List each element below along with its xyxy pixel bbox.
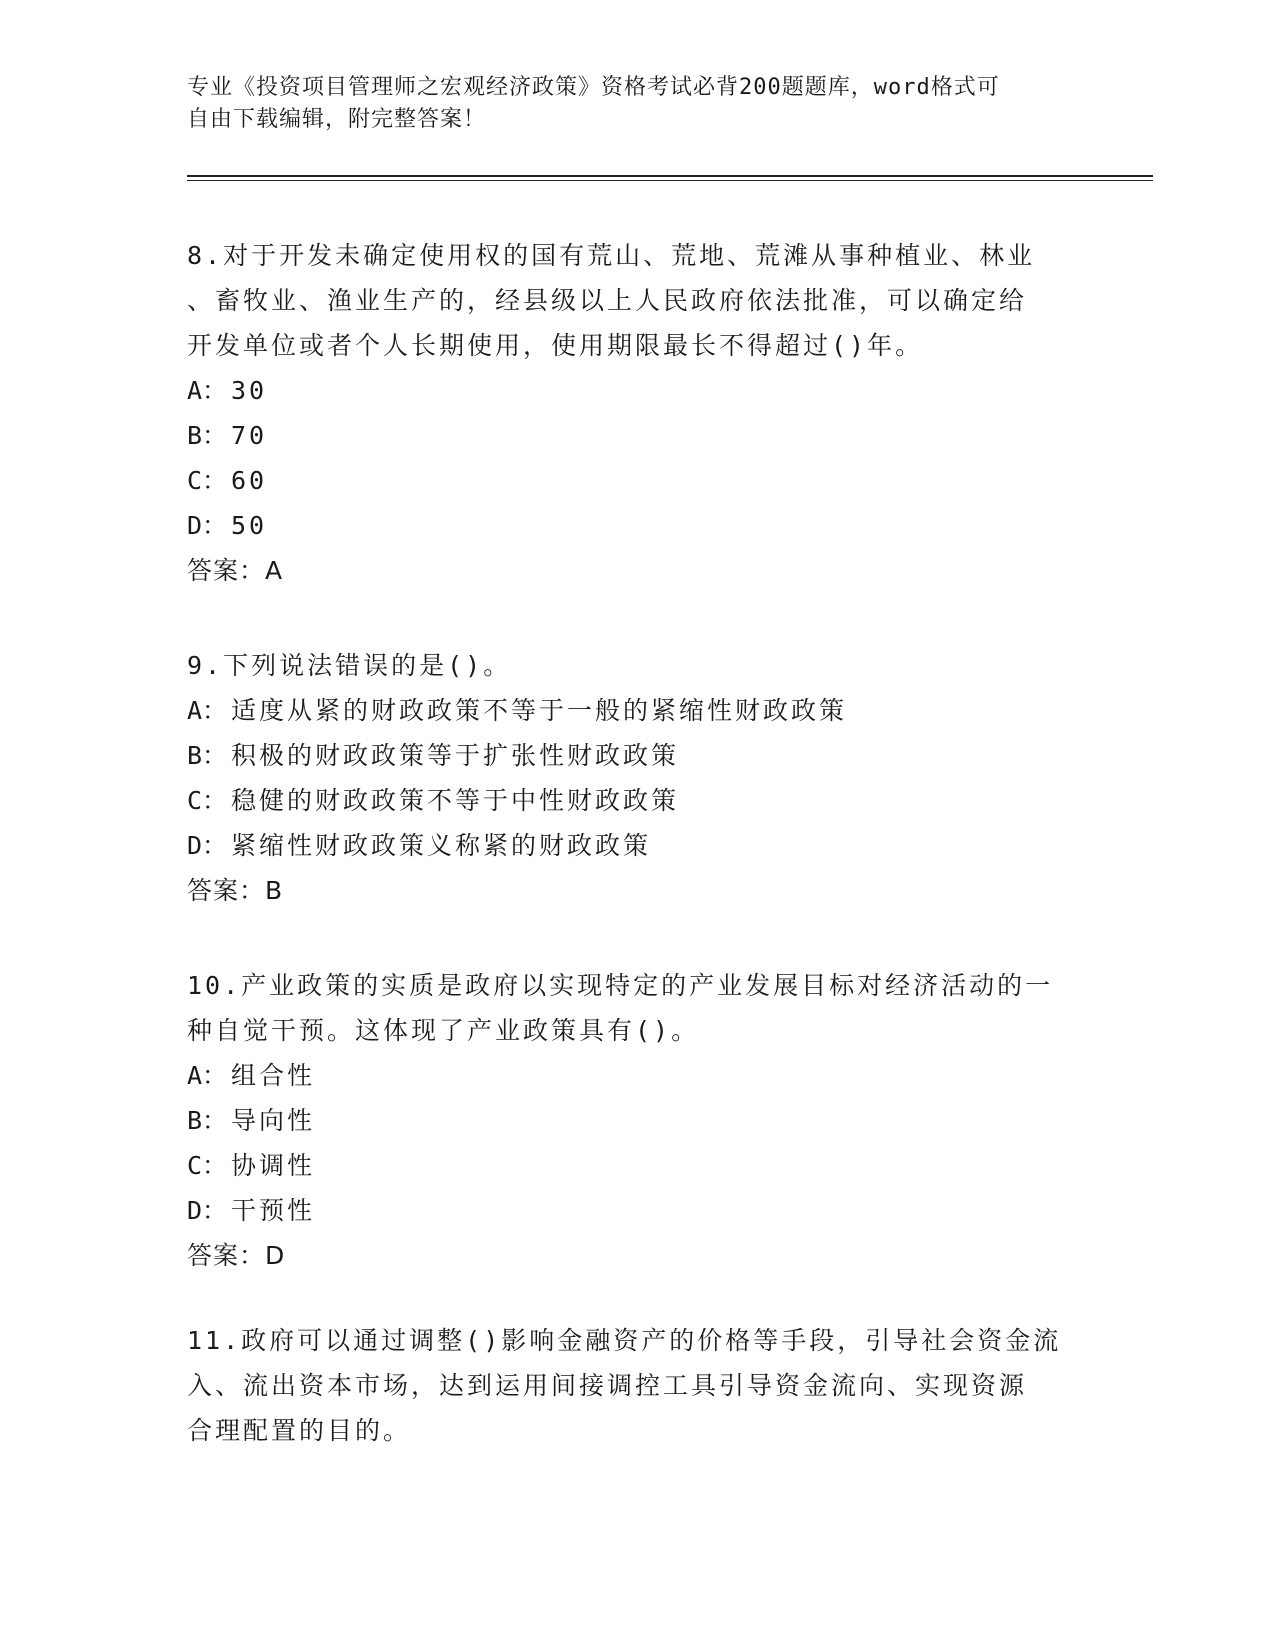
- option-b: [187, 413, 1067, 458]
- option-b: [187, 733, 1067, 778]
- option-c: [187, 778, 1067, 823]
- option-a: [187, 1053, 1067, 1098]
- question-9: [187, 643, 1067, 913]
- option-key: D：: [187, 511, 228, 540]
- option-key: D：: [187, 1196, 228, 1225]
- question-stem-line: 开发单位或者个人长期使用，使用期限最长不得超过()年。: [187, 331, 924, 360]
- question-stem-line: 、畜牧业、渔业生产的，经县级以上人民政府依法批准，可以确定给: [187, 286, 1028, 315]
- answer-line: 答案：D: [187, 1241, 286, 1270]
- option-text: 积极的财政政策等于扩张性财政政策: [231, 741, 680, 770]
- option-key: A：: [187, 696, 228, 725]
- option-key: C：: [187, 466, 228, 495]
- question-stem-line: 种自觉干预。这体现了产业政策具有()。: [187, 1016, 700, 1045]
- question-stem-line: 8.对于开发未确定使用权的国有荒山、荒地、荒滩从事种植业、林业: [187, 241, 1036, 270]
- option-text: 干预性: [231, 1196, 316, 1225]
- option-text: 60: [231, 466, 268, 495]
- header-line-2: 自由下载编辑，附完整答案！: [187, 107, 487, 132]
- option-c: [187, 458, 1067, 503]
- question-stem-line: 10.产业政策的实质是政府以实现特定的产业发展目标对经济活动的一: [187, 971, 1054, 1000]
- question-stem-line: 9.下列说法错误的是()。: [187, 651, 512, 680]
- option-key: B：: [187, 741, 228, 770]
- question-stem-line: 合理配置的目的。: [187, 1416, 412, 1445]
- option-a: [187, 688, 1067, 733]
- option-a: [187, 368, 1067, 413]
- option-key: C：: [187, 786, 228, 815]
- answer-line: 答案：B: [187, 876, 284, 905]
- option-text: 紧缩性财政政策义称紧的财政政策: [231, 831, 652, 860]
- option-text: 30: [231, 376, 268, 405]
- header-rule-thin: [187, 180, 1153, 181]
- option-text: 组合性: [231, 1061, 316, 1090]
- document-header: [187, 72, 1067, 136]
- option-key: A：: [187, 1061, 228, 1090]
- option-d: [187, 503, 1067, 548]
- option-key: A：: [187, 376, 228, 405]
- option-c: [187, 1143, 1067, 1188]
- question-stem-line: 入、流出资本市场，达到运用间接调控工具引导资金流向、实现资源: [187, 1371, 1028, 1400]
- header-rule: [187, 175, 1153, 177]
- question-11: [187, 1318, 1067, 1453]
- question-10: [187, 963, 1067, 1278]
- option-text: 稳健的财政政策不等于中性财政政策: [231, 786, 680, 815]
- option-text: 50: [231, 511, 268, 540]
- question-stem-line: 11.政府可以通过调整()影响金融资产的价格等手段，引导社会资金流: [187, 1326, 1062, 1355]
- option-text: 70: [231, 421, 268, 450]
- option-key: B：: [187, 421, 228, 450]
- option-d: [187, 823, 1067, 868]
- option-text: 协调性: [231, 1151, 316, 1180]
- question-8: [187, 233, 1067, 593]
- option-d: [187, 1188, 1067, 1233]
- answer-line: 答案：A: [187, 556, 284, 585]
- header-line-1: 专业《投资项目管理师之宏观经济政策》资格考试必背200题题库，word格式可: [187, 75, 1000, 100]
- option-key: B：: [187, 1106, 228, 1135]
- option-text: 适度从紧的财政政策不等于一般的紧缩性财政政策: [231, 696, 848, 725]
- option-key: D：: [187, 831, 228, 860]
- option-text: 导向性: [231, 1106, 316, 1135]
- option-b: [187, 1098, 1067, 1143]
- option-key: C：: [187, 1151, 228, 1180]
